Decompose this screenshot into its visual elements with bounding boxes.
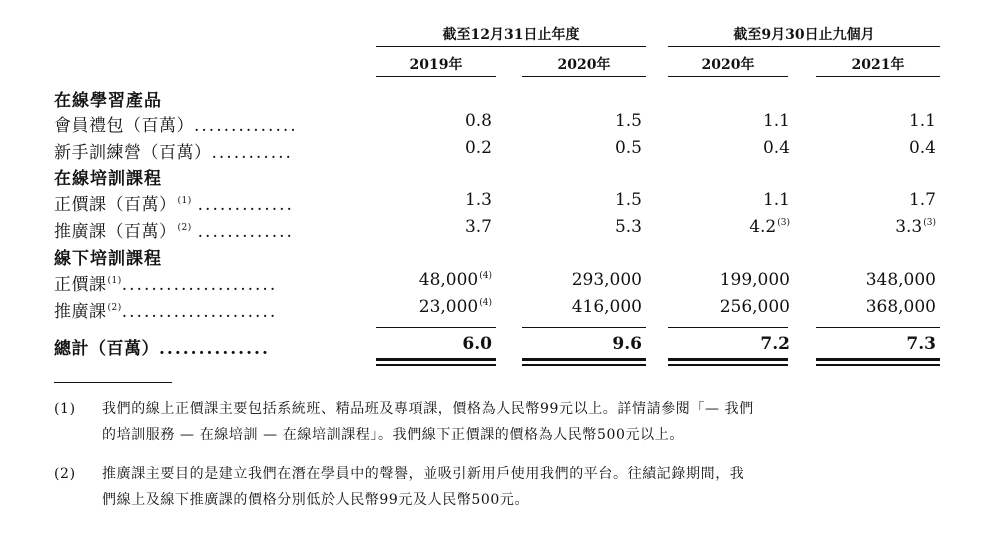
column-rule-2020 <box>522 76 646 77</box>
section-title-online-courses: 在線培訓課程 <box>54 169 162 189</box>
table-cell: 0.8 <box>464 111 492 131</box>
footnote-text: 我們的線上正價課主要包括系統班、精品班及專項課，價格為人民幣99元以上。詳情請參閱「— 我們 <box>102 401 754 417</box>
total-double-rule <box>816 358 940 361</box>
table-cell: 23,000$^{(4)}$ <box>418 297 492 317</box>
row-label: 正價課$^{(1)}$..................... <box>54 275 278 295</box>
total-cell: 7.2 <box>760 334 790 354</box>
total-double-rule <box>816 364 940 366</box>
row-label: 正價課（百萬）$^{(1)}$ ............. <box>54 195 294 215</box>
header-group-years: 截至12月31日止年度 <box>442 27 580 43</box>
table-cell: 3.7 <box>464 217 492 237</box>
table-cell: 199,000 <box>719 270 790 290</box>
total-double-rule <box>668 364 788 366</box>
table-cell: 348,000 <box>865 270 936 290</box>
table-cell: 48,000$^{(4)}$ <box>418 270 492 290</box>
footnote-separator <box>54 382 172 383</box>
table-cell: 1.5 <box>614 111 642 131</box>
total-cell: 6.0 <box>462 334 492 354</box>
total-double-rule <box>522 358 646 361</box>
table-cell: 4.2$^{(3)}$ <box>749 217 790 237</box>
total-cell: 9.6 <box>612 334 642 354</box>
footnote-text: 們線上及線下推廣課的價格分別低於人民幣99元及人民幣500元。 <box>102 492 530 508</box>
total-cell: 7.3 <box>906 334 936 354</box>
table-cell: 0.4 <box>908 138 936 158</box>
table-cell: 416,000 <box>571 297 642 317</box>
header-group-years-rule <box>376 46 646 47</box>
column-rule-2019 <box>376 76 496 77</box>
total-label: 總計（百萬）.............. <box>54 339 270 359</box>
column-rule-2021-9m <box>816 76 940 77</box>
table-cell: 0.2 <box>464 138 492 158</box>
column-rule-2020-9m <box>668 76 788 77</box>
table-cell: 1.5 <box>614 190 642 210</box>
section-title-offline-courses: 線下培訓課程 <box>54 249 162 269</box>
header-group-nine-months: 截至9月30日止九個月 <box>733 27 875 43</box>
table-cell: 368,000 <box>865 297 936 317</box>
footnote-number: (2) <box>54 466 76 482</box>
footnote-text: 的培訓服務 — 在線培訓 — 在線培訓課程」。我們線下正價課的價格為人民幣500元以上。 <box>102 427 684 443</box>
table-cell: 5.3 <box>614 217 642 237</box>
total-double-rule <box>522 364 646 366</box>
table-cell: 256,000 <box>719 297 790 317</box>
footnote-text: 推廣課主要目的是建立我們在潛在學員中的聲譽，並吸引新用戶使用我們的平台。往績記錄期間，我 <box>102 466 745 482</box>
column-header-2021-9m: 2021年 <box>851 57 905 73</box>
total-double-rule <box>376 358 496 361</box>
table-cell: 293,000 <box>571 270 642 290</box>
column-header-2020-9m: 2020年 <box>701 57 755 73</box>
table-cell: 1.1 <box>762 111 790 131</box>
row-label: 推廣課$^{(2)}$..................... <box>54 302 278 322</box>
column-header-2019: 2019年 <box>409 57 463 73</box>
total-double-rule <box>376 364 496 366</box>
subtotal-rule <box>668 327 788 328</box>
table-cell: 1.1 <box>762 190 790 210</box>
column-header-2020: 2020年 <box>557 57 611 73</box>
table-cell: 1.7 <box>908 190 936 210</box>
table-cell: 1.1 <box>908 111 936 131</box>
subtotal-rule <box>816 327 940 328</box>
table-cell: 3.3$^{(3)}$ <box>895 217 936 237</box>
row-label: 會員禮包（百萬）.............. <box>54 116 298 136</box>
footnote-number: (1) <box>54 401 76 417</box>
row-label: 新手訓練營（百萬）........... <box>54 143 293 163</box>
subtotal-rule <box>376 327 496 328</box>
table-cell: 0.5 <box>614 138 642 158</box>
header-group-nine-months-rule <box>668 46 940 47</box>
table-cell: 0.4 <box>762 138 790 158</box>
total-double-rule <box>668 358 788 361</box>
subtotal-rule <box>522 327 646 328</box>
row-label: 推廣課（百萬）$^{(2)}$ ............. <box>54 222 294 242</box>
section-title-online-products: 在線學習產品 <box>54 91 162 111</box>
table-cell: 1.3 <box>464 190 492 210</box>
